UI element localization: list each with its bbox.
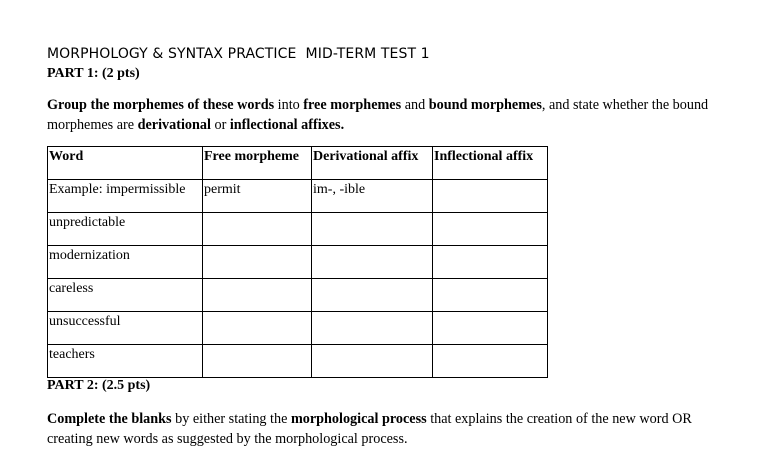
part2-instruction-run: that explains the creation of the new word OR creating new words as suggested by the morphological process. xyxy=(47,411,692,447)
cell-inflectional-affix xyxy=(433,246,548,279)
table-row xyxy=(48,246,548,279)
part1-instruction xyxy=(47,95,737,135)
part2-instruction-run: Complete the blanks xyxy=(47,411,172,427)
part2-instruction-run: morphological process xyxy=(290,411,427,427)
table-row xyxy=(48,213,548,246)
cell-inflectional-affix xyxy=(433,312,548,345)
cell-derivational-affix xyxy=(312,279,433,312)
cell-free-morpheme: permit xyxy=(203,180,312,213)
test-title: MORPHOLOGY & SYNTAX PRACTICE MID-TERM TEST 1 xyxy=(47,46,430,62)
cell-free-morpheme xyxy=(203,213,312,246)
cell-free-morpheme xyxy=(203,246,312,279)
cell-word: unsuccessful xyxy=(48,312,203,345)
table-header-row xyxy=(48,147,548,180)
part1-instruction-run: and xyxy=(401,97,429,113)
part1-instruction-run: or xyxy=(210,117,230,133)
part1-instruction-run: Group the morphemes of these words xyxy=(47,97,275,113)
part1-instruction-run: derivational xyxy=(137,117,211,133)
table-row xyxy=(48,345,548,378)
cell-derivational-affix xyxy=(312,345,433,378)
table-row xyxy=(48,312,548,345)
morpheme-table xyxy=(47,146,548,378)
cell-word: teachers xyxy=(48,345,203,378)
cell-inflectional-affix xyxy=(433,180,548,213)
part1-instruction-run: free morphemes xyxy=(303,97,402,113)
cell-derivational-affix xyxy=(312,213,433,246)
part1-instruction-run: , and state whether the bound morphemes are xyxy=(47,97,709,133)
part2-instruction xyxy=(47,409,737,449)
part1-heading: PART 1: (2 pts) xyxy=(47,66,140,81)
cell-inflectional-affix xyxy=(433,279,548,312)
cell-derivational-affix xyxy=(312,312,433,345)
part1-instruction-run: bound morphemes xyxy=(428,97,542,113)
header-word: Word xyxy=(48,147,203,180)
table-row xyxy=(48,180,548,213)
header-free-morpheme: Free morpheme xyxy=(203,147,312,180)
header-inflectional-affix: Inflectional affix xyxy=(433,147,548,180)
table-row xyxy=(48,279,548,312)
header-derivational-affix: Derivational affix xyxy=(312,147,433,180)
cell-word: careless xyxy=(48,279,203,312)
cell-free-morpheme xyxy=(203,345,312,378)
cell-word: unpredictable xyxy=(48,213,203,246)
part1-instruction-run: into xyxy=(274,97,304,113)
cell-derivational-affix: im-, -ible xyxy=(312,180,433,213)
cell-inflectional-affix xyxy=(433,345,548,378)
cell-free-morpheme xyxy=(203,279,312,312)
cell-word: Example: impermissible xyxy=(48,180,203,213)
cell-derivational-affix xyxy=(312,246,433,279)
part1-instruction-run: inflectional affixes. xyxy=(229,117,345,133)
part2-heading: PART 2: (2.5 pts) xyxy=(47,378,151,393)
cell-word: modernization xyxy=(48,246,203,279)
part2-instruction-run: by either stating the xyxy=(171,411,291,427)
cell-free-morpheme xyxy=(203,312,312,345)
cell-inflectional-affix xyxy=(433,213,548,246)
